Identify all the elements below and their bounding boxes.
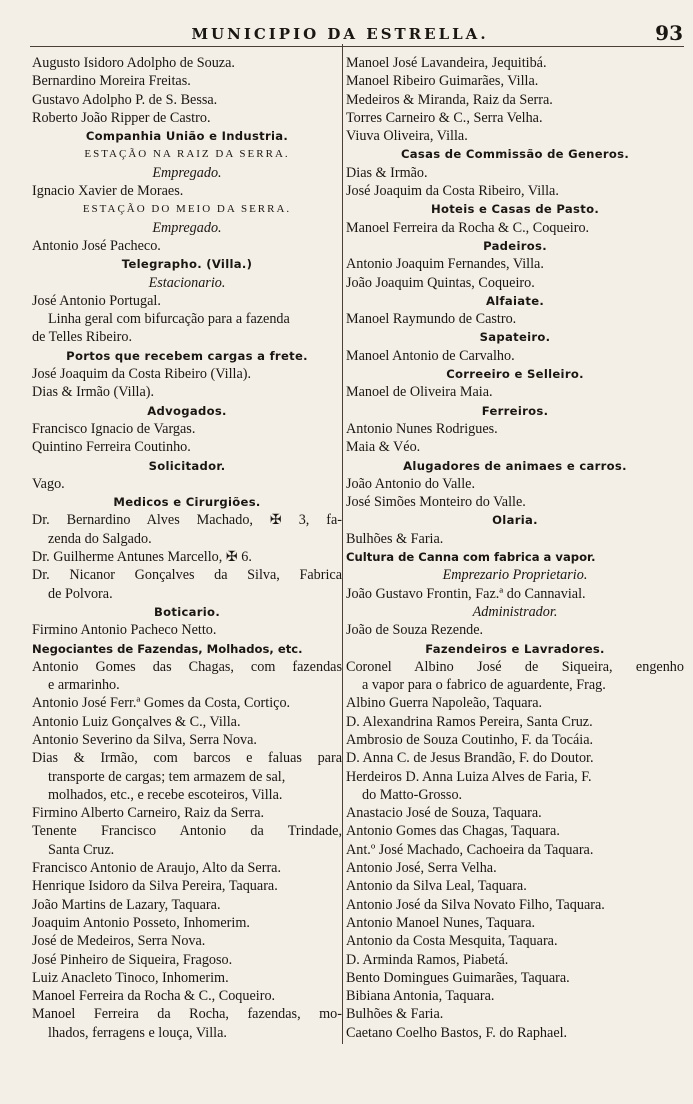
section-heading: Alugadores de animaes e carros. xyxy=(403,458,627,473)
entry-line: Bulhões & Faria. xyxy=(346,530,444,547)
entry-line: Manoel Antonio de Carvalho. xyxy=(346,347,515,364)
section-heading: Medicos e Cirurgiões. xyxy=(113,495,261,510)
entry-continuation: transporte de cargas; tem armazem de sal, xyxy=(48,768,286,785)
entry-line: Antonio da Costa Mesquita, Taquara. xyxy=(346,933,558,950)
entry-line: Antonio Manoel Nunes, Taquara. xyxy=(346,914,536,931)
section-heading: Alfaiate. xyxy=(485,293,545,308)
entry-continuation: a vapor para o fabrico de aguardente, Frag. xyxy=(362,677,606,694)
role-heading: Empregado. xyxy=(152,164,222,181)
entry-line: D. Arminda Ramos, Piabetá. xyxy=(346,951,509,968)
entry-line: Augusto Isidoro Adolpho de Souza. xyxy=(32,55,235,71)
entry-line: Bento Domingues Guimarães, Taquara. xyxy=(346,969,570,986)
entry-line: Antonio José Pacheco. xyxy=(32,237,161,254)
entry-line: D. Anna C. de Jesus Brandão, F. do Doutor. xyxy=(346,750,594,767)
entry-line: Dias & Irmão (Villa). xyxy=(32,384,155,401)
entry-line: Anastacio José de Souza, Taquara. xyxy=(346,805,542,822)
station-heading: ESTAÇÃO NA RAIZ DA SERRA. xyxy=(84,148,290,161)
entry-line: Coronel Albino José de Siqueira, engenho xyxy=(346,658,684,675)
right-column xyxy=(346,54,684,1042)
entry-line: Dias & Irmão, com barcos e faluas para xyxy=(32,750,342,767)
entry-line: Antonio José da Silva Novato Filho, Taquara. xyxy=(346,896,605,913)
section-heading: Telegrapho. (Villa.) xyxy=(121,257,253,272)
entry-line: Manoel José Lavandeira, Jequitibá. xyxy=(346,55,547,71)
entry-continuation: e armarinho. xyxy=(48,677,120,694)
entry-line: Dr. Nicanor Gonçalves da Silva, Fabrica xyxy=(32,567,342,584)
role-heading: Emprezario Proprietario. xyxy=(442,567,588,584)
entry-line: Bibiana Antonia, Taquara. xyxy=(346,988,495,1005)
entry-line: Manoel Ribeiro Guimarães, Villa. xyxy=(346,73,539,90)
section-heading: Fazendeiros e Lavradores. xyxy=(425,641,605,656)
section-heading: Hoteis e Casas de Pasto. xyxy=(430,202,600,217)
entry-line: Quintino Ferreira Coutinho. xyxy=(32,439,191,456)
column-divider xyxy=(342,44,343,1044)
entry-line: Antonio Nunes Rodrigues. xyxy=(346,420,498,437)
section-heading: Cultura de Canna com fabrica a vapor. xyxy=(346,550,596,565)
entry-line: Roberto João Ripper de Castro. xyxy=(32,109,211,126)
section-heading: Boticario. xyxy=(153,604,221,619)
entry-continuation: molhados, etc., e recebe escoteiros, Villa. xyxy=(48,786,283,803)
entry-continuation: do Matto-Grosso. xyxy=(362,786,463,803)
entry-line: Antonio Luiz Gonçalves & C., Villa. xyxy=(32,713,241,730)
section-heading: Correeiro e Selleiro. xyxy=(446,367,584,382)
section-heading: Ferreiros. xyxy=(481,403,549,418)
left-column xyxy=(32,54,342,1042)
entry-line: Francisco Ignacio de Vargas. xyxy=(32,420,196,437)
entry-line: Firmino Antonio Pacheco Netto. xyxy=(32,622,217,639)
section-heading: Companhia União e Industria. xyxy=(85,129,289,144)
entry-line: Viuva Oliveira, Villa. xyxy=(346,128,468,145)
role-heading: Administrador. xyxy=(472,603,558,620)
entry-line: Manoel Ferreira da Rocha & C., Coqueiro. xyxy=(346,219,590,236)
station-heading: ESTAÇÃO DO MEIO DA SERRA. xyxy=(82,203,292,216)
entry-line: Ant.º José Machado, Cachoeira da Taquara. xyxy=(346,841,594,858)
section-heading: Negociantes de Fazendas, Molhados, etc. xyxy=(32,641,303,656)
entry-line: Henrique Isidoro da Silva Pereira, Taquara. xyxy=(32,878,278,895)
entry-line: José Pinheiro de Siqueira, Fragoso. xyxy=(32,951,233,968)
entry-line: Bulhões & Faria. xyxy=(346,1006,444,1023)
entry-line: Gustavo Adolpho P. de S. Bessa. xyxy=(32,91,218,108)
entry-line: Bernardino Moreira Freitas. xyxy=(32,73,191,90)
entry-line: Vago. xyxy=(32,475,65,492)
section-heading: Solicitador. xyxy=(148,458,226,473)
section-heading: Olaria. xyxy=(492,513,538,528)
entry-line: José Joaquim da Costa Ribeiro (Villa). xyxy=(32,366,252,383)
entry-line: Maia & Véo. xyxy=(346,439,421,456)
entry-line: Luiz Anacleto Tinoco, Inhomerim. xyxy=(32,969,229,986)
page-number: 93 xyxy=(655,21,683,45)
entry-line: João Gustavo Frontin, Faz.ª do Cannavial. xyxy=(346,585,586,602)
entry-line: Manoel de Oliveira Maia. xyxy=(346,384,493,401)
section-heading: Sapateiro. xyxy=(479,330,551,345)
entry-continuation: Santa Cruz. xyxy=(48,841,115,858)
entry-line: Dr. Guilherme Antunes Marcello, ✠ 6. xyxy=(32,549,252,566)
entry-line: José Simões Monteiro do Valle. xyxy=(346,494,526,511)
role-heading: Estacionario. xyxy=(148,274,226,291)
entry-line: José de Medeiros, Serra Nova. xyxy=(32,933,206,950)
entry-line: Antonio Gomes das Chagas, com fazendas xyxy=(32,658,342,675)
entry-continuation: lhados, ferragens e louça, Villa. xyxy=(48,1024,227,1041)
entry-line: Antonio José, Serra Velha. xyxy=(346,860,497,877)
entry-line: Medeiros & Miranda, Raiz da Serra. xyxy=(346,91,553,108)
role-heading: Empregado. xyxy=(152,219,222,236)
entry-line: Francisco Antonio de Araujo, Alto da Serra. xyxy=(32,860,282,877)
page-header-title: MUNICIPIO DA ESTRELLA. xyxy=(191,25,489,43)
entry-continuation: de Polvora. xyxy=(48,585,113,602)
entry-line: Albino Guerra Napoleão, Taquara. xyxy=(346,695,543,712)
entry-line: D. Alexandrina Ramos Pereira, Santa Cruz. xyxy=(346,713,593,730)
entry-line: Manoel Ferreira da Rocha & C., Coqueiro. xyxy=(32,988,276,1005)
entry-line: Dias & Irmão. xyxy=(346,164,428,181)
entry-line: Ignacio Xavier de Moraes. xyxy=(32,183,184,200)
entry-continuation: zenda do Salgado. xyxy=(48,530,152,547)
entry-line: João Martins de Lazary, Taquara. xyxy=(32,896,221,913)
entry-line: Manoel Raymundo de Castro. xyxy=(346,311,517,328)
section-heading: Portos que recebem cargas a frete. xyxy=(66,348,308,363)
section-heading: Padeiros. xyxy=(483,238,547,253)
entry-line: Firmino Alberto Carneiro, Raiz da Serra. xyxy=(32,805,265,822)
entry-continuation: Linha geral com bifurcação para a fazenda xyxy=(48,311,290,328)
entry-line: Antonio da Silva Leal, Taquara. xyxy=(346,878,527,895)
entry-line: José Joaquim da Costa Ribeiro, Villa. xyxy=(346,183,559,200)
entry-line: João Joaquim Quintas, Coqueiro. xyxy=(346,274,535,291)
entry-line: João de Souza Rezende. xyxy=(346,622,484,639)
entry-line: Antonio Joaquim Fernandes, Villa. xyxy=(346,256,544,273)
entry-line: Herdeiros D. Anna Luiza Alves de Faria, F. xyxy=(346,768,592,785)
entry-line: Caetano Coelho Bastos, F. do Raphael. xyxy=(346,1024,568,1041)
entry-line: Dr. Bernardino Alves Machado, ✠ 3, fa- xyxy=(32,512,342,529)
entry-line: Antonio Gomes das Chagas, Taquara. xyxy=(346,823,560,840)
entry-line: Antonio Severino da Silva, Serra Nova. xyxy=(32,731,257,748)
section-heading: Advogados. xyxy=(147,403,227,418)
entry-line: Manoel Ferreira da Rocha, fazendas, mo- xyxy=(32,1006,342,1023)
entry-line: de Telles Ribeiro. xyxy=(32,329,133,346)
section-heading: Casas de Commissão de Generos. xyxy=(400,147,630,162)
entry-line: Antonio José Ferr.ª Gomes da Costa, Cortiço. xyxy=(32,695,291,712)
entry-line: Tenente Francisco Antonio da Trindade, xyxy=(32,823,342,840)
entry-line: José Antonio Portugal. xyxy=(32,292,161,309)
entry-line: Ambrosio de Souza Coutinho, F. da Tocáia. xyxy=(346,731,594,748)
entry-line: João Antonio do Valle. xyxy=(346,475,475,492)
header-rule xyxy=(30,46,684,47)
entry-line: Torres Carneiro & C., Serra Velha. xyxy=(346,109,543,126)
entry-line: Joaquim Antonio Posseto, Inhomerim. xyxy=(32,914,250,931)
